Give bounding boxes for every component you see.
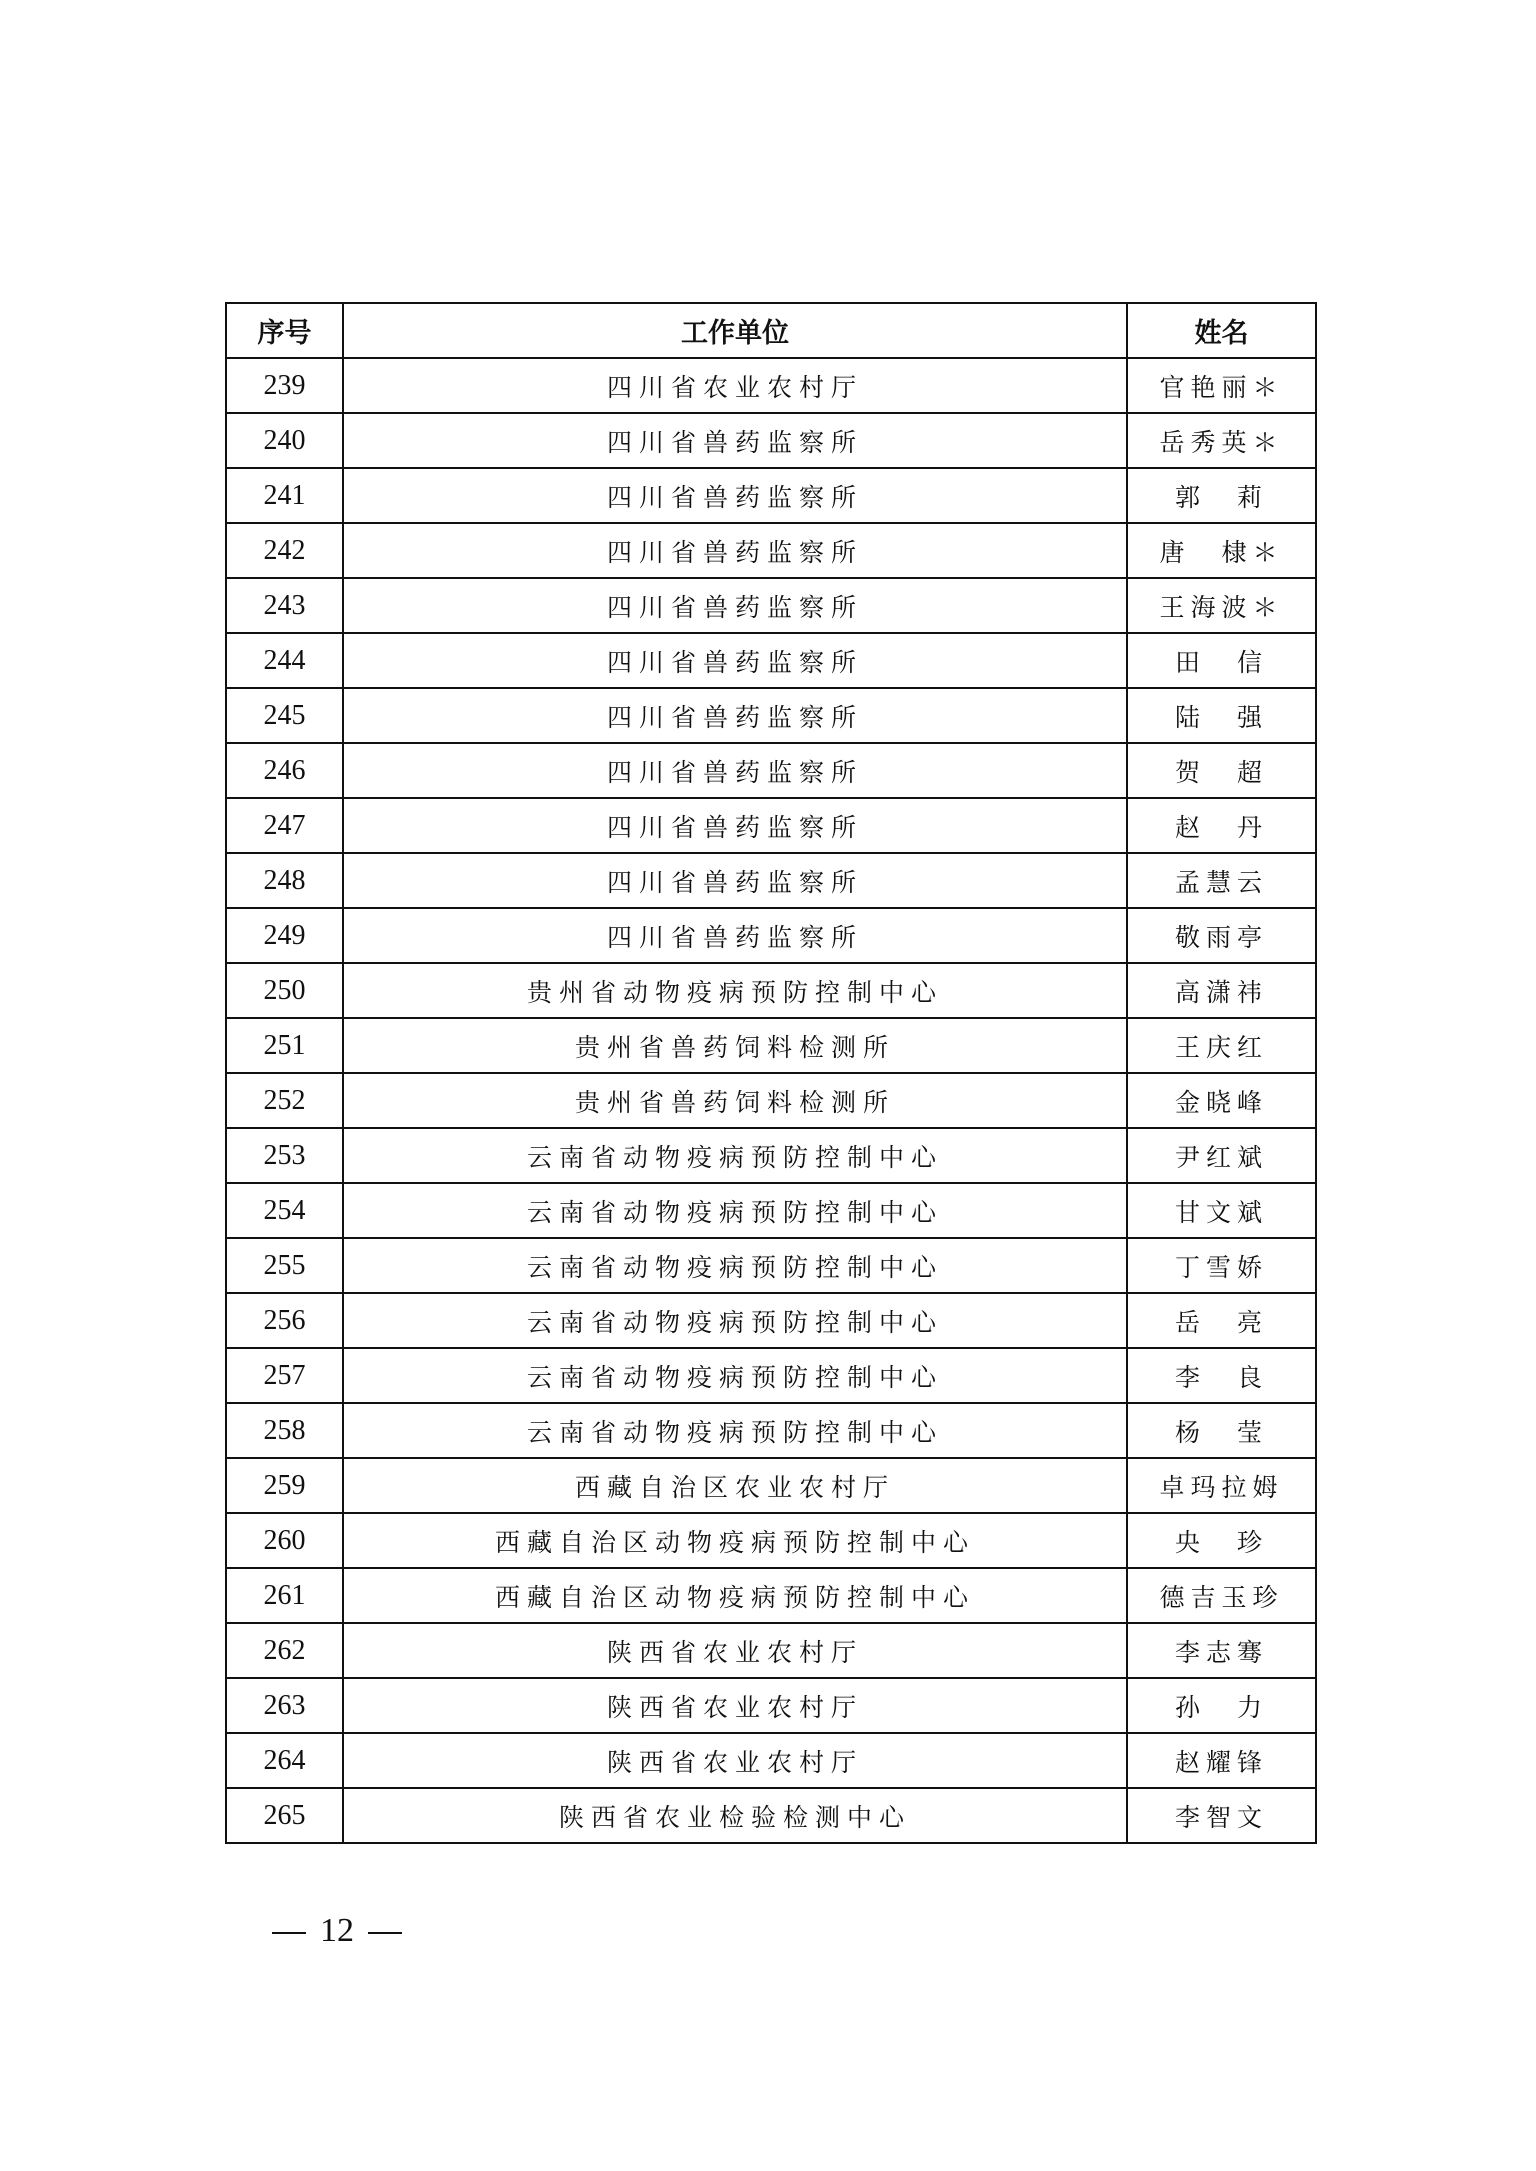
table-row bbox=[226, 853, 1316, 908]
page-number-text: 12 bbox=[320, 1912, 354, 1949]
work-unit-cell: 云南省动物疫病预防控制中心 bbox=[343, 1238, 1127, 1293]
table-row bbox=[226, 1128, 1316, 1183]
work-unit-cell: 西藏自治区动物疫病预防控制中心 bbox=[343, 1513, 1127, 1568]
serial-number-cell: 248 bbox=[226, 853, 343, 908]
serial-number-cell: 256 bbox=[226, 1293, 343, 1348]
name-cell: 尹红斌 bbox=[1127, 1128, 1316, 1183]
table-row bbox=[226, 1238, 1316, 1293]
work-unit-cell: 贵州省兽药饲料检测所 bbox=[343, 1073, 1127, 1128]
serial-number-cell: 260 bbox=[226, 1513, 343, 1568]
name-cell: 田 信 bbox=[1127, 633, 1316, 688]
table-row bbox=[226, 413, 1316, 468]
work-unit-cell: 四川省兽药监察所 bbox=[343, 578, 1127, 633]
table-row bbox=[226, 1293, 1316, 1348]
serial-number-cell: 264 bbox=[226, 1733, 343, 1788]
serial-number-cell: 244 bbox=[226, 633, 343, 688]
table-body bbox=[226, 358, 1316, 1843]
table-row bbox=[226, 688, 1316, 743]
header-work-unit: 工作单位 bbox=[343, 303, 1127, 358]
work-unit-cell: 云南省动物疫病预防控制中心 bbox=[343, 1348, 1127, 1403]
work-unit-cell: 贵州省兽药饲料检测所 bbox=[343, 1018, 1127, 1073]
name-cell: 杨 莹 bbox=[1127, 1403, 1316, 1458]
table-row bbox=[226, 1348, 1316, 1403]
table-row bbox=[226, 1183, 1316, 1238]
serial-number-cell: 261 bbox=[226, 1568, 343, 1623]
work-unit-cell: 西藏自治区农业农村厅 bbox=[343, 1458, 1127, 1513]
serial-number-cell: 250 bbox=[226, 963, 343, 1018]
work-unit-cell: 贵州省动物疫病预防控制中心 bbox=[343, 963, 1127, 1018]
name-cell: 贺 超 bbox=[1127, 743, 1316, 798]
serial-number-cell: 253 bbox=[226, 1128, 343, 1183]
work-unit-cell: 四川省兽药监察所 bbox=[343, 853, 1127, 908]
name-cell: 唐 棣＊ bbox=[1127, 523, 1316, 578]
work-unit-cell: 四川省兽药监察所 bbox=[343, 413, 1127, 468]
work-unit-cell: 四川省兽药监察所 bbox=[343, 798, 1127, 853]
table-row bbox=[226, 798, 1316, 853]
serial-number-cell: 242 bbox=[226, 523, 343, 578]
name-cell: 岳 亮 bbox=[1127, 1293, 1316, 1348]
table-row bbox=[226, 908, 1316, 963]
serial-number-cell: 247 bbox=[226, 798, 343, 853]
work-unit-cell: 云南省动物疫病预防控制中心 bbox=[343, 1183, 1127, 1238]
work-unit-cell: 四川省兽药监察所 bbox=[343, 633, 1127, 688]
serial-number-cell: 258 bbox=[226, 1403, 343, 1458]
name-cell: 李志骞 bbox=[1127, 1623, 1316, 1678]
name-cell: 李智文 bbox=[1127, 1788, 1316, 1843]
table-row bbox=[226, 523, 1316, 578]
name-cell: 赵 丹 bbox=[1127, 798, 1316, 853]
table-row bbox=[226, 1623, 1316, 1678]
table-row bbox=[226, 633, 1316, 688]
table-row bbox=[226, 1458, 1316, 1513]
name-cell: 王庆红 bbox=[1127, 1018, 1316, 1073]
serial-number-cell: 249 bbox=[226, 908, 343, 963]
name-cell: 岳秀英＊ bbox=[1127, 413, 1316, 468]
work-unit-cell: 陕西省农业农村厅 bbox=[343, 1733, 1127, 1788]
name-cell: 敬雨亭 bbox=[1127, 908, 1316, 963]
serial-number-cell: 240 bbox=[226, 413, 343, 468]
name-cell: 卓玛拉姆 bbox=[1127, 1458, 1316, 1513]
dash-right bbox=[368, 1932, 402, 1934]
work-unit-cell: 陕西省农业农村厅 bbox=[343, 1623, 1127, 1678]
name-cell: 央 珍 bbox=[1127, 1513, 1316, 1568]
name-cell: 郭 莉 bbox=[1127, 468, 1316, 523]
table-header-row bbox=[226, 303, 1316, 358]
table-row bbox=[226, 1568, 1316, 1623]
name-cell: 丁雪娇 bbox=[1127, 1238, 1316, 1293]
serial-number-cell: 251 bbox=[226, 1018, 343, 1073]
header-serial-number: 序号 bbox=[226, 303, 343, 358]
table-row bbox=[226, 468, 1316, 523]
work-unit-cell: 四川省农业农村厅 bbox=[343, 358, 1127, 413]
serial-number-cell: 262 bbox=[226, 1623, 343, 1678]
serial-number-cell: 239 bbox=[226, 358, 343, 413]
name-cell: 金晓峰 bbox=[1127, 1073, 1316, 1128]
name-cell: 孙 力 bbox=[1127, 1678, 1316, 1733]
serial-number-cell: 254 bbox=[226, 1183, 343, 1238]
name-cell: 官艳丽＊ bbox=[1127, 358, 1316, 413]
header-name: 姓名 bbox=[1127, 303, 1316, 358]
serial-number-cell: 246 bbox=[226, 743, 343, 798]
serial-number-cell: 259 bbox=[226, 1458, 343, 1513]
work-unit-cell: 陕西省农业检验检测中心 bbox=[343, 1788, 1127, 1843]
serial-number-cell: 257 bbox=[226, 1348, 343, 1403]
table-row bbox=[226, 1018, 1316, 1073]
work-unit-cell: 四川省兽药监察所 bbox=[343, 908, 1127, 963]
name-cell: 孟慧云 bbox=[1127, 853, 1316, 908]
work-unit-cell: 云南省动物疫病预防控制中心 bbox=[343, 1128, 1127, 1183]
work-unit-cell: 西藏自治区动物疫病预防控制中心 bbox=[343, 1568, 1127, 1623]
dash-left bbox=[272, 1932, 306, 1934]
table-row bbox=[226, 1513, 1316, 1568]
work-unit-cell: 四川省兽药监察所 bbox=[343, 523, 1127, 578]
table-row bbox=[226, 1788, 1316, 1843]
name-cell: 赵耀锋 bbox=[1127, 1733, 1316, 1788]
work-unit-cell: 四川省兽药监察所 bbox=[343, 688, 1127, 743]
work-unit-cell: 云南省动物疫病预防控制中心 bbox=[343, 1403, 1127, 1458]
serial-number-cell: 263 bbox=[226, 1678, 343, 1733]
page-number bbox=[258, 1912, 416, 1950]
serial-number-cell: 241 bbox=[226, 468, 343, 523]
name-cell: 德吉玉珍 bbox=[1127, 1568, 1316, 1623]
table-row bbox=[226, 963, 1316, 1018]
table-row bbox=[226, 1073, 1316, 1128]
serial-number-cell: 252 bbox=[226, 1073, 343, 1128]
table-row bbox=[226, 578, 1316, 633]
name-cell: 甘文斌 bbox=[1127, 1183, 1316, 1238]
table-row bbox=[226, 1733, 1316, 1788]
work-unit-cell: 陕西省农业农村厅 bbox=[343, 1678, 1127, 1733]
serial-number-cell: 243 bbox=[226, 578, 343, 633]
serial-number-cell: 265 bbox=[226, 1788, 343, 1843]
table-row bbox=[226, 358, 1316, 413]
serial-number-cell: 255 bbox=[226, 1238, 343, 1293]
name-cell: 高潇祎 bbox=[1127, 963, 1316, 1018]
table-row bbox=[226, 1403, 1316, 1458]
name-cell: 王海波＊ bbox=[1127, 578, 1316, 633]
work-unit-cell: 四川省兽药监察所 bbox=[343, 468, 1127, 523]
serial-number-cell: 245 bbox=[226, 688, 343, 743]
table-row bbox=[226, 743, 1316, 798]
name-cell: 李 良 bbox=[1127, 1348, 1316, 1403]
name-cell: 陆 强 bbox=[1127, 688, 1316, 743]
work-unit-cell: 云南省动物疫病预防控制中心 bbox=[343, 1293, 1127, 1348]
roster-table bbox=[225, 302, 1317, 1844]
work-unit-cell: 四川省兽药监察所 bbox=[343, 743, 1127, 798]
table-row bbox=[226, 1678, 1316, 1733]
